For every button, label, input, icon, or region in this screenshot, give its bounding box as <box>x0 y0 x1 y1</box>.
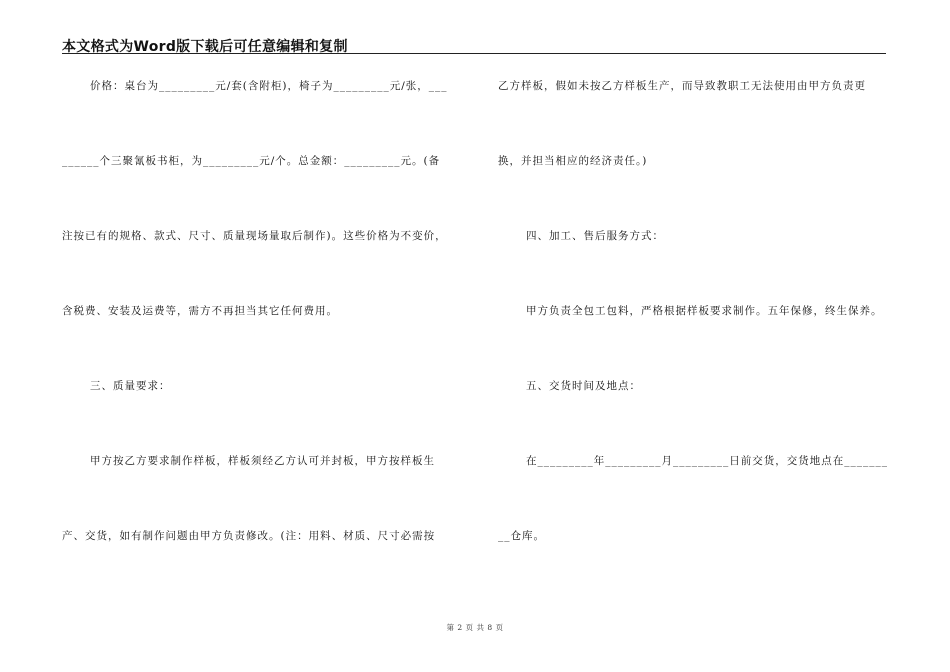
paragraph-line: 甲方按乙方要求制作样板，样板须经乙方认可并封板，甲方按样板生 <box>90 455 435 467</box>
paragraph-line: 换，并担当相应的经济责任。) <box>498 155 648 167</box>
paragraph-line: ______个三聚氰板书柜，为_________元/个。总金额：_________元。(备 <box>62 155 441 167</box>
section-heading: 五、交货时间及地点： <box>526 380 641 392</box>
section-heading: 三、质量要求： <box>90 380 171 392</box>
paragraph-line: 含税费、安装及运费等，需方不再担当其它任何费用。 <box>62 305 338 317</box>
paragraph-line: 在_________年_________月_________日前交货，交货地点在_______ <box>526 455 888 467</box>
paragraph-line: 注按已有的规格、款式、尺寸、质量现场量取后制作)。这些价格为不变价， <box>62 230 447 242</box>
paragraph-line: 甲方负责全包工包料，严格根据样板要求制作。五年保修，终生保养。 <box>526 305 883 317</box>
section-heading: 四、加工、售后服务方式： <box>526 230 664 242</box>
paragraph-line: 价格：桌台为_________元/套(含附柜)，椅子为_________元/张，___ <box>90 80 448 92</box>
page-number: 第 2 页 共 8 页 <box>446 623 504 632</box>
paragraph-line: 产、交货，如有制作问题由甲方负责修改。(注：用料、材质、尺寸必需按 <box>62 530 436 542</box>
paragraph-line: __仓库。 <box>498 530 545 542</box>
header-divider <box>62 53 886 54</box>
page-header-title: 本文格式为Word版下载后可任意编辑和复制 <box>62 39 348 55</box>
paragraph-line: 乙方样板，假如未按乙方样板生产，而导致教职工无法使用由甲方负责更 <box>498 80 866 92</box>
